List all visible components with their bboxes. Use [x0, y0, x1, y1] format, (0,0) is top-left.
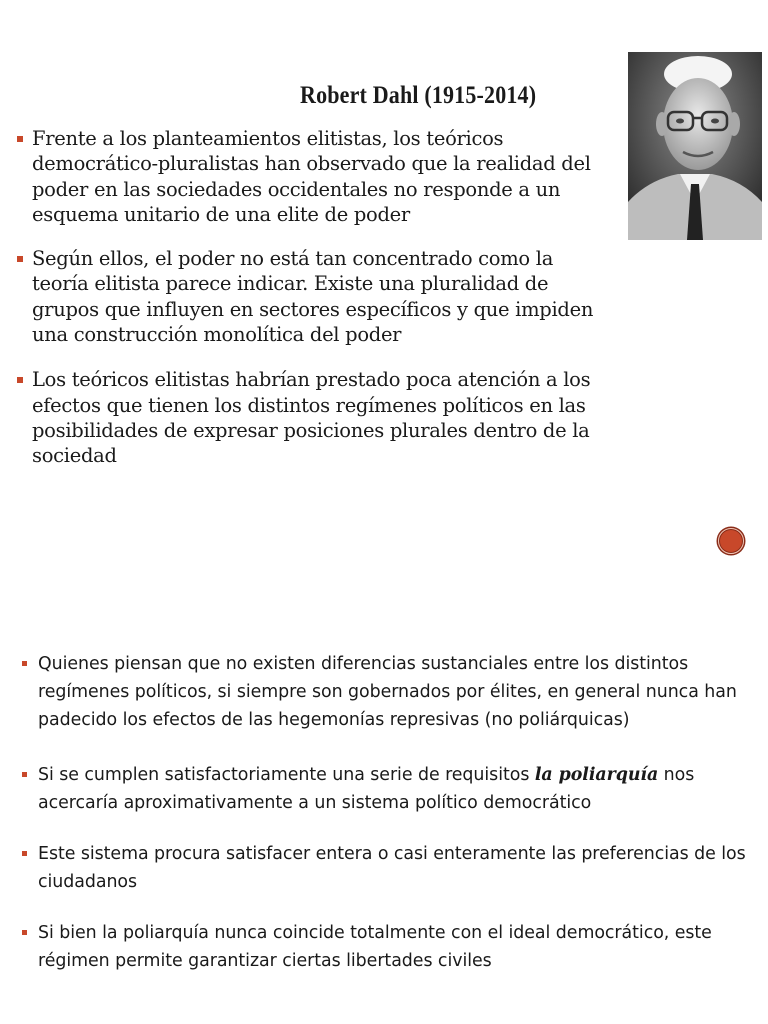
bullet-icon [22, 661, 27, 666]
red-circle-icon[interactable] [716, 526, 746, 556]
list-item [22, 650, 752, 734]
bullet-emphasis: la poliarquía [534, 765, 659, 785]
list-item [22, 840, 752, 896]
bullet-icon [17, 377, 23, 383]
list-item [16, 367, 606, 468]
bullet-text-before: Si se cumplen satisfactoriamente una serie de requisitos [38, 765, 535, 785]
list-item [16, 126, 606, 227]
bullet-text: Según ellos, el poder no está tan concentrado como la teoría elitista parece indicar. Existe una pluralidad de grupos que influyen en sectores específicos y que impiden una construcción monolítica del poder [32, 247, 594, 347]
bullet-icon [17, 256, 23, 262]
bullet-icon [17, 136, 23, 142]
bullet-list [16, 126, 606, 488]
portrait-photo [628, 52, 762, 240]
slide-title: Robert Dahl (1915-2014) [300, 82, 537, 109]
list-item [22, 761, 752, 817]
list-item [22, 919, 752, 975]
slide-2 [0, 620, 768, 1024]
bullet-icon [22, 851, 27, 856]
bullet-text: Si bien la poliarquía nunca coincide totalmente con el ideal democrático, este régimen permite garantizar ciertas libertades civiles [38, 923, 712, 971]
bullet-text: Los teóricos elitistas habrían prestado poca atención a los efectos que tienen los distintos regímenes políticos en las posibilidades de expresar posiciones plurales dentro de la sociedad [32, 368, 591, 468]
bullet-text: Quienes piensan que no existen diferencias sustanciales entre los distintos regímenes políticos, si siempre son gobernados por élites, en general nunca han padecido los efectos de las hegemonías represivas (no poliárquicas) [38, 654, 737, 730]
bullet-text-after: nos acercaría aproximativamente a un sistema político democrático [38, 765, 695, 813]
bullet-icon [22, 930, 27, 935]
bullet-icon [22, 772, 27, 777]
bullet-text: Este sistema procura satisfacer entera o casi enteramente las preferencias de los ciudadanos [38, 844, 746, 892]
bullet-list [22, 650, 752, 975]
list-item [16, 246, 606, 347]
bullet-text: Frente a los planteamientos elitistas, los teóricos democrático-pluralistas han observado que la realidad del poder en las sociedades occidentales no responde a un esquema unitario de una elite de poder [32, 127, 591, 226]
